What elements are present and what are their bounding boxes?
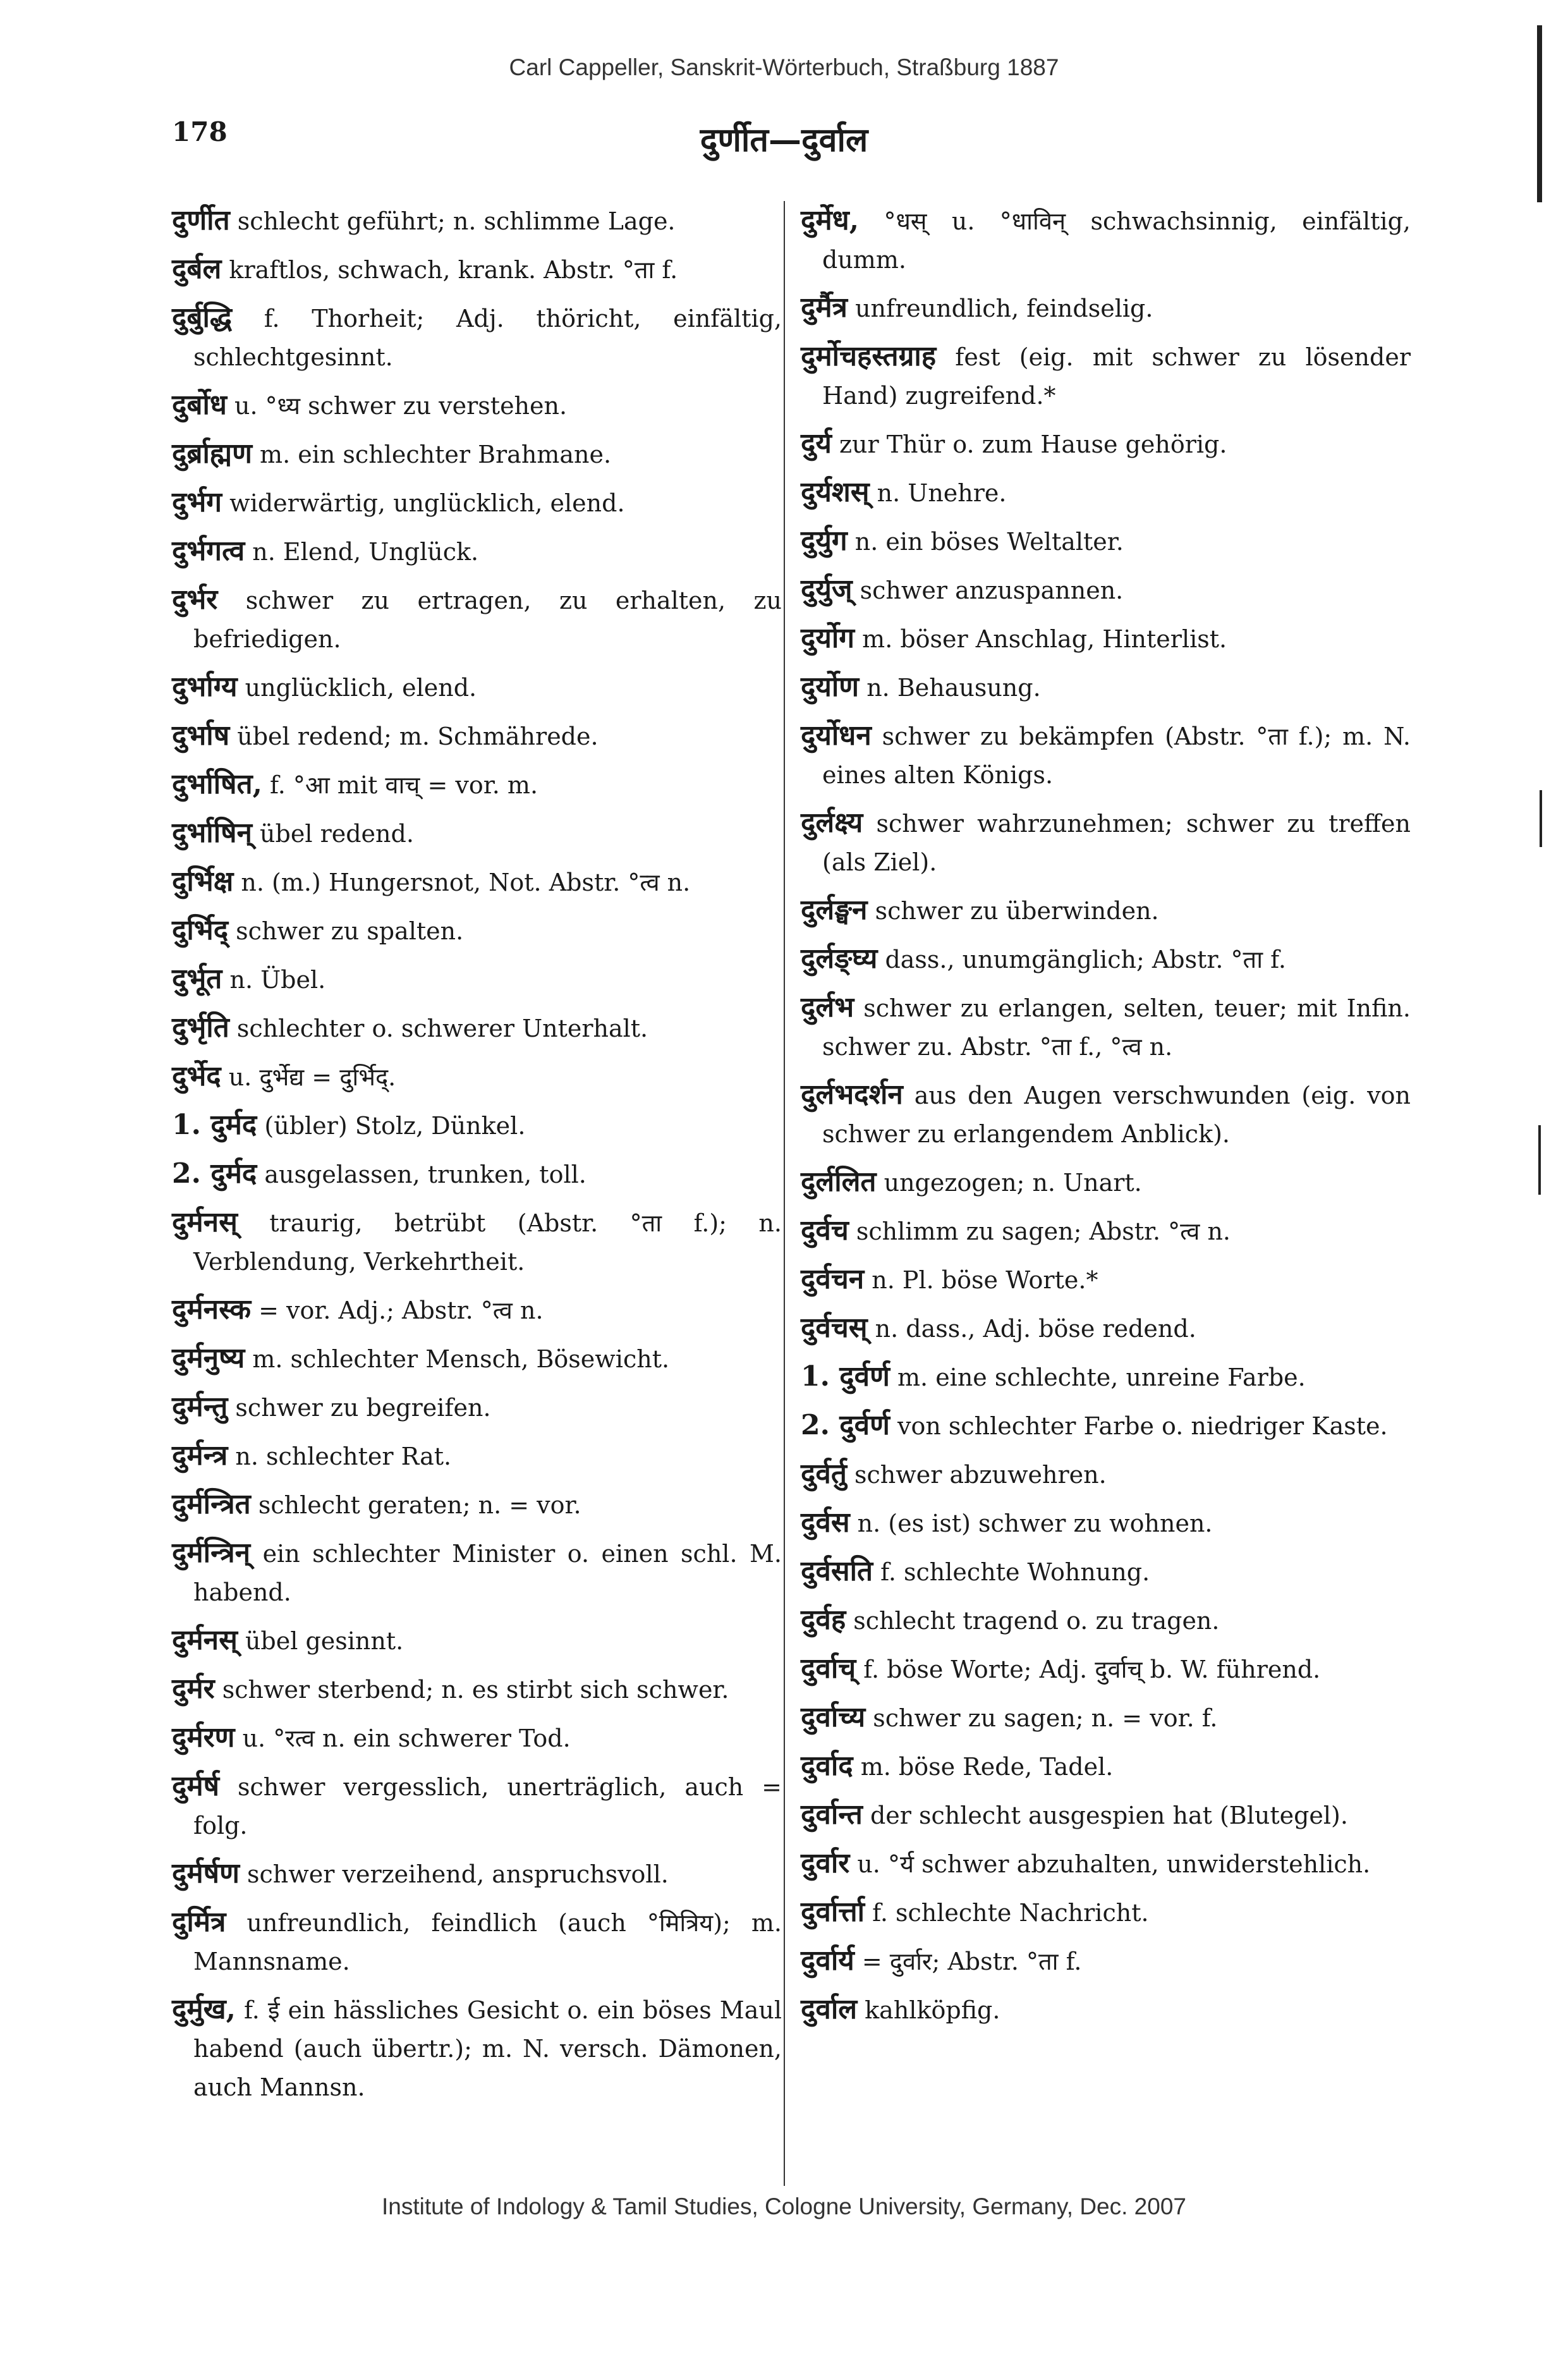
entry-headword: दुर्भाग्य [172,671,238,703]
entry-definition: u. °ध्य schwer zu verstehen. [234,392,568,420]
entry-headword: दुर्लभ [801,991,854,1023]
entry-headword: दुर्वर्तु [801,1458,847,1490]
dictionary-entry [801,522,1411,561]
entry-headword: दुर्लङ्घन [801,894,868,926]
dictionary-entry [801,1990,1411,2030]
dictionary-entry [801,570,1411,610]
entry-definition: n. Übel. [229,966,326,994]
entry-definition: n. schlechter Rat. [235,1443,452,1470]
entry-definition: schwer zu überwinden. [875,897,1159,925]
entry-headword: दुर्वचस् [801,1312,868,1344]
entry-headword: दुर्मोचहस्तग्राह [801,340,937,372]
dictionary-entry [801,668,1411,707]
entry-headword: 1. दुर्वर्ण [801,1360,890,1393]
entry-headword: दुर्वच [801,1214,849,1247]
dictionary-entry [172,1290,782,1330]
entry-headword: दुर्भेद [172,1060,221,1092]
entry-definition: übel redend; m. Schmährede. [237,723,599,750]
source-citation: Carl Cappeller, Sanskrit-Wörterbuch, Straßburg 1887 [509,54,1059,80]
dictionary-entry [172,1339,782,1379]
entry-definition: kahlköpfig. [865,1996,1000,2024]
dictionary-entry [172,668,782,707]
entry-definition: schwer wahrzunehmen; schwer zu treffen (als Ziel). [822,810,1411,876]
entry-definition: n. Pl. böse Worte.* [872,1266,1098,1294]
entry-definition: f. Thorheit; Adj. thöricht, einfältig, schlechtgesinnt. [193,305,782,371]
dictionary-entry [801,1455,1411,1494]
entry-headword: दुर्युज् [801,573,853,606]
entry-definition: m. eine schlechte, unreine Farbe. [897,1364,1306,1391]
dictionary-entry [801,1649,1411,1689]
dictionary-entry [172,1106,782,1145]
dictionary-entry [801,1075,1411,1154]
entry-headword: दुर्योण [801,671,860,703]
entry-headword: दुर्भृति [172,1011,229,1044]
scan-edge-mark [1537,25,1542,202]
dictionary-entry [172,765,782,805]
dictionary-entry [172,1767,782,1845]
entry-definition: unglücklich, elend. [245,674,477,702]
entry-headword: दुर्बुद्धि [172,302,233,334]
dictionary-entry [801,1601,1411,1640]
entry-definition: schwer abzuwehren. [854,1461,1107,1489]
column-divider [784,201,785,2186]
dictionary-entry [172,1669,782,1709]
entry-definition: kraftlos, schwach, krank. Abstr. °ता f. [229,256,678,284]
entry-definition: ausgelassen, trunken, toll. [264,1161,586,1188]
dictionary-entry [172,532,782,571]
entry-definition: traurig, betrübt (Abstr. °ता f.); n. Verblendung, Verkehrtheit. [193,1209,782,1276]
dictionary-entry [801,1357,1411,1397]
entry-definition: n. (m.) Hungersnot, Not. Abstr. °त्व n. [241,869,691,896]
entry-definition: zur Thür o. zum Hause gehörig. [839,430,1227,458]
entry-headword: दुर्वस [801,1506,850,1539]
entry-definition: n. Behausung. [866,674,1041,702]
dictionary-entry [172,1057,782,1097]
entry-headword: दुर्वाच् [801,1652,856,1685]
entry-headword: दुर्भर [172,583,218,616]
dictionary-entry [801,1260,1411,1300]
dictionary-entry [172,911,782,951]
entry-headword: दुर्वाच्य [801,1701,866,1733]
entry-definition: schlimm zu sagen; Abstr. °त्व n. [856,1217,1231,1245]
entry-definition: schwer anzuspannen. [860,577,1124,604]
entry-headword: दुर्युग [801,525,848,557]
entry-headword: दुर्भाषित, [172,768,262,800]
entry-headword: दुर्योधन [801,719,872,752]
entry-definition: dass., unumgänglich; Abstr. °ता f. [885,946,1286,973]
dictionary-entry [801,803,1411,882]
scan-edge-mark [1540,790,1542,847]
entry-headword: दुर्वार्त्ता [801,1896,865,1928]
entry-headword: दुर्मनस् [172,1624,238,1656]
dictionary-entry [172,434,782,474]
entry-headword: दुर्य [801,427,832,460]
dictionary-entry [801,1844,1411,1884]
entry-headword: दुर्मेध, [801,204,860,236]
dictionary-entry [172,1990,782,2107]
entry-headword: दुर्वह [801,1604,846,1636]
entry-headword: दुर्मैत्र [801,291,848,324]
entry-headword: दुर्मुख, [172,1993,236,2025]
dictionary-entry [172,386,782,425]
dictionary-entry [801,424,1411,464]
entry-headword: दुर्यशस् [801,476,870,508]
entry-definition: f. °आ mit वाच् = vor. m. [270,771,538,799]
entry-definition: u. °र्य schwer abzuhalten, unwiderstehlich. [857,1850,1371,1878]
dictionary-entry [801,1162,1411,1202]
dictionary-entry [801,619,1411,659]
dictionary-entry [172,1388,782,1427]
dictionary-entry [801,1893,1411,1932]
entry-definition: f. schlechte Wohnung. [880,1558,1150,1586]
entry-headword: दुर्वार्य [801,1944,854,1977]
dictionary-entry [172,1154,782,1194]
entry-definition: u. °रत्व n. ein schwerer Tod. [242,1724,571,1752]
scan-edge-mark [1538,1125,1541,1195]
entry-definition: schwer zu sagen; n. = vor. f. [873,1704,1218,1732]
entry-headword: दुर्भिद् [172,914,229,946]
entry-headword: दुर्णीत [172,204,230,236]
dictionary-entry [801,1795,1411,1835]
entry-headword: दुर्मनस् [172,1206,238,1238]
entry-definition: schwer zu begreifen. [235,1394,491,1422]
dictionary-entry [172,580,782,659]
entry-definition: schwer vergesslich, unerträglich, auch = folg. [193,1773,782,1839]
entry-definition: n. dass., Adj. böse redend. [875,1315,1196,1343]
entry-definition: m. schlechter Mensch, Bösewicht. [252,1345,670,1373]
entry-definition: schwer verzeihend, anspruchsvoll. [247,1860,669,1888]
entry-definition: schlecht geraten; n. = vor. [258,1491,581,1519]
dictionary-entry [172,201,782,241]
dictionary-entry [172,862,782,902]
entry-definition: m. böse Rede, Tadel. [860,1753,1114,1781]
entry-headword: दुर्मर [172,1673,215,1705]
entry-definition: = दुर्वार; Abstr. °ता f. [861,1948,1082,1975]
entry-definition: von schlechter Farbe o. niedriger Kaste. [897,1412,1388,1440]
entry-definition: u. दुर्भेद्य = दुर्भिद्. [228,1063,396,1091]
entry-definition: n. Elend, Unglück. [252,538,479,566]
dictionary-entry [801,716,1411,795]
entry-definition: übel gesinnt. [245,1627,404,1655]
dictionary-entry [172,1621,782,1661]
entry-headword: दुर्मर्ष [172,1770,220,1802]
entry-definition: schlecht tragend o. zu tragen. [853,1607,1220,1635]
dictionary-entry [801,891,1411,930]
entry-headword: दुर्लङ्घ्य [801,943,878,975]
footer-credit: Institute of Indology & Tamil Studies, Cologne University, Germany, Dec. 2007 [381,2193,1186,2219]
dictionary-entry [801,1552,1411,1592]
dictionary-entry [801,473,1411,513]
entry-headword: दुर्भिक्ष [172,865,234,898]
entry-definition: schwer zu bekämpfen (Abstr. °ता f.); m. N. eines alten Königs. [822,723,1411,789]
entry-headword: दुर्लभदर्शन [801,1078,903,1111]
entry-definition: unfreundlich, feindselig. [855,295,1153,322]
dictionary-entry [172,960,782,999]
entry-definition: der schlecht ausgespien hat (Blutegel). [870,1802,1348,1829]
dictionary-column-right [801,201,1411,2039]
entry-headword: दुर्मित्र [172,1906,226,1938]
entry-definition: n. (es ist) schwer zu wohnen. [857,1510,1213,1537]
entry-definition: übel redend. [260,820,414,848]
entry-definition: = vor. Adj.; Abstr. °त्व n. [258,1296,544,1324]
entry-definition: aus den Augen verschwunden (eig. von schwer zu erlangendem Anblick). [822,1082,1411,1148]
dictionary-entry [801,1309,1411,1348]
entry-definition: m. ein schlechter Brahmane. [260,441,612,468]
dictionary-entry [801,201,1411,279]
dictionary-entry [172,250,782,290]
dictionary-entry [172,1203,782,1281]
dictionary-column-left [172,201,782,2116]
dictionary-entry [172,1008,782,1048]
dictionary-entry [801,939,1411,979]
entry-headword: दुर्भाष [172,719,230,752]
entry-headword: दुर्मन्त्रिन् [172,1537,251,1569]
dictionary-entry [801,1698,1411,1738]
entry-headword: दुर्भगत्व [172,535,245,567]
entry-headword: दुर्वार [801,1847,850,1879]
entry-headword: दुर्वाद [801,1750,853,1782]
entry-headword: दुर्वान्त [801,1798,863,1831]
dictionary-entry [172,1534,782,1612]
entry-headword: 2. दुर्वर्ण [801,1409,890,1441]
dictionary-entry [172,1436,782,1476]
entry-headword: दुर्वचन [801,1263,865,1295]
entry-definition: f. böse Worte; Adj. दुर्वाच् b. W. führend. [863,1656,1321,1683]
entry-definition: schwer zu spalten. [236,917,464,945]
entry-headword: 1. दुर्मद [172,1109,257,1141]
entry-headword: दुर्मन्तु [172,1391,228,1423]
entry-headword: दुर्मन्त्रित [172,1488,251,1520]
page-number: 178 [172,116,228,147]
entry-definition: f. schlechte Nachricht. [872,1899,1149,1927]
entry-headword: दुर्वाल [801,1993,858,2025]
dictionary-entry [172,814,782,853]
entry-definition: schwer sterbend; n. es stirbt sich schwer. [222,1676,729,1704]
entry-headword: दुर्मन्त्र [172,1439,228,1472]
dictionary-entry [801,288,1411,328]
dictionary-entry [172,716,782,756]
entry-headword: दुर्ब्राह्मण [172,437,252,470]
entry-definition: (übler) Stolz, Dünkel. [264,1112,526,1140]
dictionary-entry [801,1503,1411,1543]
entry-definition: fest (eig. mit schwer zu lösender Hand) zugreifend.* [822,343,1411,410]
entry-definition: °धस् u. °धाविन् schwachsinnig, einfältig, dumm. [822,207,1411,274]
dictionary-entry [801,1747,1411,1786]
dictionary-entry [801,1211,1411,1251]
running-head: दुर्णीत—दुर्वाल [700,121,868,159]
dictionary-entry [172,1903,782,1981]
entry-definition: n. ein böses Weltalter. [854,528,1124,556]
entry-headword: 2. दुर्मद [172,1157,257,1190]
entry-headword: दुर्लक्ष्य [801,807,863,839]
dictionary-entry [801,988,1411,1066]
entry-definition: n. Unehre. [877,479,1007,507]
entry-headword: दुर्भग [172,486,222,518]
entry-headword: दुर्भाषिन् [172,817,252,849]
entry-definition: schwer zu erlangen, selten, teuer; mit Infin. schwer zu. Abstr. °ता f., °त्व n. [822,994,1411,1061]
dictionary-entry [801,337,1411,415]
dictionary-entry [172,1718,782,1758]
entry-headword: दुर्भूत [172,963,222,995]
entry-headword: दुर्मर्षण [172,1857,240,1889]
entry-definition: schlecht geführt; n. schlimme Lage. [237,207,676,235]
dictionary-entry [801,1941,1411,1981]
entry-headword: दुर्बल [172,253,222,285]
entry-headword: दुर्मनुष्य [172,1342,245,1374]
entry-headword: दुर्योग [801,622,855,654]
entry-headword: दुर्मनस्क [172,1293,252,1326]
dictionary-entry [801,1406,1411,1446]
dictionary-entry [172,1854,782,1894]
entry-definition: widerwärtig, unglücklich, elend. [229,489,625,517]
entry-headword: दुर्बोध [172,389,227,421]
dictionary-entry [172,483,782,523]
entry-definition: schlechter o. schwerer Unterhalt. [236,1015,648,1042]
entry-definition: m. böser Anschlag, Hinterlist. [862,625,1227,653]
entry-definition: unfreundlich, feindlich (auch °मित्रिय); m. Mannsname. [193,1909,782,1975]
entry-headword: दुर्वसति [801,1555,873,1587]
entry-headword: दुर्मरण [172,1721,235,1754]
entry-definition: ein schlechter Minister o. einen schl. M. habend. [193,1540,782,1606]
entry-definition: schwer zu ertragen, zu erhalten, zu befriedigen. [193,587,782,653]
entry-definition: ungezogen; n. Unart. [884,1169,1142,1197]
entry-headword: दुर्ललित [801,1166,877,1198]
dictionary-entry [172,298,782,377]
dictionary-entry [172,1485,782,1525]
entry-definition: f. ई ein hässliches Gesicht o. ein böses Maul habend (auch übertr.); m. N. versch. Dämonen, auch Mannsn. [193,1996,782,2101]
